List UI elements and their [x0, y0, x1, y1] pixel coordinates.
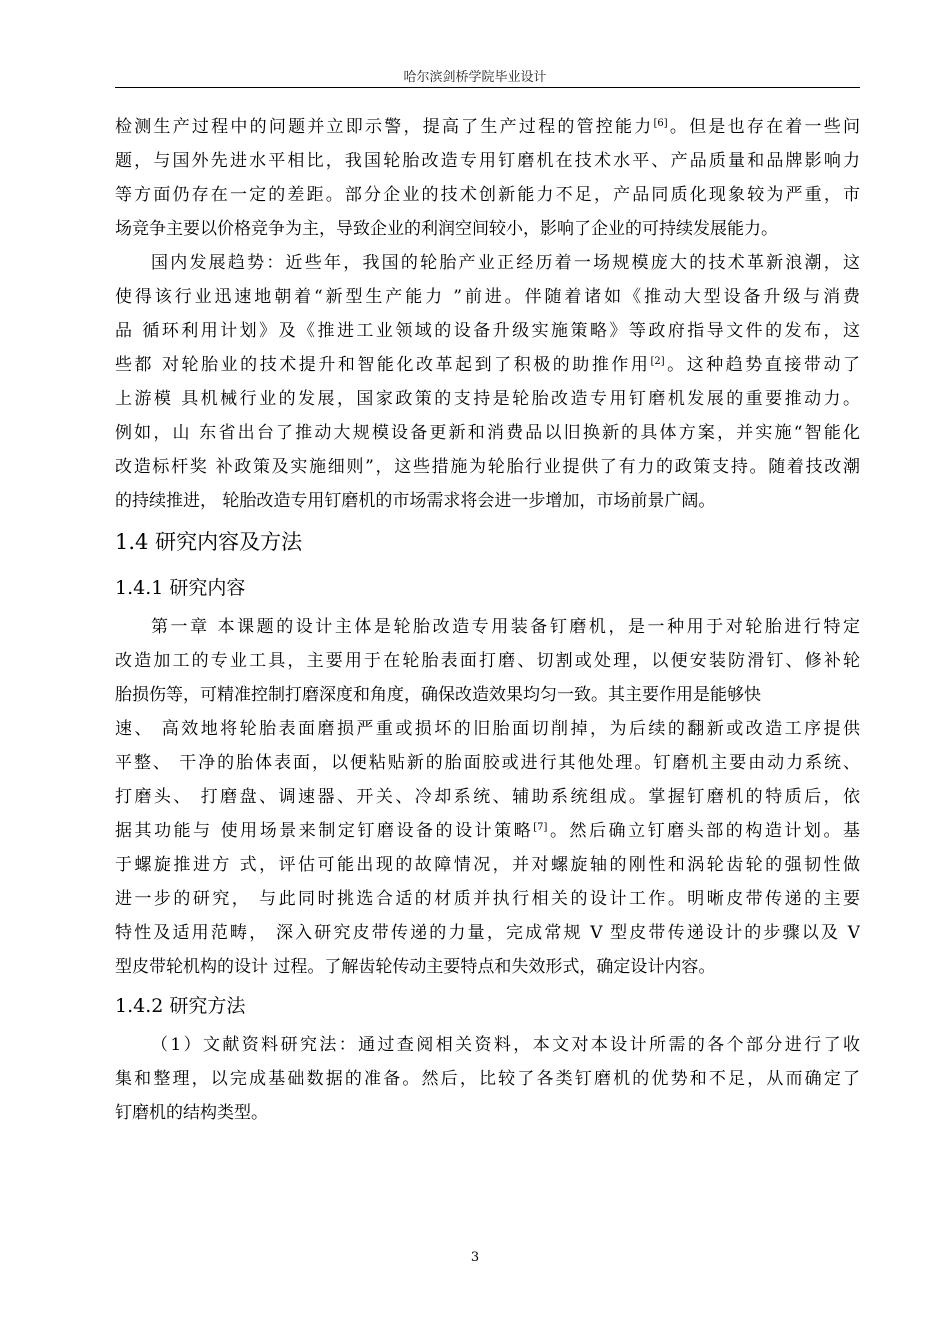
text-line: 平整、 干净的胎体表面，以便粘贴新的胎面胶或进行其他处理。钉磨机主要由动力系统、	[115, 753, 860, 773]
header-title: 哈尔滨剑桥学院毕业设计	[403, 70, 547, 85]
paragraph-3	[115, 610, 860, 984]
section-heading-1-4-1: 1.4.1 研究内容	[115, 577, 246, 599]
header-divider	[115, 87, 860, 88]
text-line: 改造加工的专业工具，主要用于在轮胎表面打磨、切割或处理，以便安装防滑钉、修补轮	[115, 651, 860, 671]
citation-ref: [6]	[653, 118, 668, 129]
page-number: 3	[470, 1250, 480, 1265]
text-line: 些都 对轮胎业的技术提升和智能化改革起到了积极的助推作用[2]。这种趋势直接带动了	[115, 355, 860, 375]
text-line: 等方面仍存在一定的差距。部分企业的技术创新能力不足，产品同质化现象较为严重，市	[115, 185, 860, 205]
text-line: 上游模 具机械行业的发展，国家政策的支持是轮胎改造专用钉磨机发展的重要推动力。	[115, 389, 860, 409]
text-line: 例如，山 东省出台了推动大规模设备更新和消费品以旧换新的具体方案，并实施“智能化	[115, 423, 860, 443]
text-line: 进一步的研究， 与此同时挑选合适的材质并执行相关的设计工作。明晰皮带传递的主要	[115, 889, 860, 909]
text-line: 场竞争主要以价格竞争为主，导致企业的利润空间较小，影响了企业的可持续发展能力。	[115, 219, 778, 239]
text-line: 胎损伤等，可精准控制打磨深度和角度，确保改造效果均匀一致。其主要作用是能够快	[115, 685, 761, 705]
paragraph-4	[115, 1028, 860, 1130]
text-line: 题，与国外先进水平相比，我国轮胎改造专用钉磨机在技术水平、产品质量和品牌影响力	[115, 151, 860, 171]
text-line: 特性及适用范畴， 深入研究皮带传递的力量，完成常规 V 型皮带传递设计的步骤以及 V	[115, 923, 860, 943]
citation-ref: [2]	[650, 356, 665, 367]
text-line: 国内发展趋势：近些年，我国的轮胎产业正经历着一场规模庞大的技术革新浪潮，这	[151, 253, 860, 273]
citation-ref: [7]	[533, 822, 548, 833]
text-line: 据其功能与 使用场景来制定钉磨设备的设计策略[7]。然后确立钉磨头部的构造计划。基	[115, 821, 860, 841]
text-line: 品 循环利用计划》及《推进工业领域的设备升级实施策略》等政府指导文件的发布，这	[115, 321, 860, 341]
text-line: 集和整理，以完成基础数据的准备。然后，比较了各类钉磨机的优势和不足，从而确定了	[115, 1069, 860, 1089]
text-line: 使得该行业迅速地朝着“新型生产能力 ”前进。伴随着诸如《推动大型设备升级与消费	[115, 287, 860, 307]
section-heading-1-4-2: 1.4.2 研究方法	[115, 995, 246, 1017]
paragraph-2	[115, 246, 860, 518]
text-line: 型皮带轮机构的设计 过程。了解齿轮传动主要特点和失效形式，确定设计内容。	[115, 957, 716, 977]
text-line: 速、 高效地将轮胎表面磨损严重或损坏的旧胎面切削掉，为后续的翻新或改造工序提供	[115, 719, 860, 739]
text-line: 打磨头、 打磨盘、调速器、开关、冷却系统、辅助系统组成。掌握钉磨机的特质后，依	[115, 787, 860, 807]
text-line: （1）文献资料研究法：通过查阅相关资料，本文对本设计所需的各个部分进行了收	[151, 1035, 860, 1055]
text-line: 于螺旋推进方 式，评估可能出现的故障情况，并对螺旋轴的刚性和涡轮齿轮的强韧性做	[115, 855, 860, 875]
paragraph-1	[115, 110, 860, 246]
text-line: 检测生产过程中的问题并立即示警，提高了生产过程的管控能力[6]。但是也存在着一些问	[115, 117, 860, 137]
text-line: 的持续推进， 轮胎改造专用钉磨机的市场需求将会进一步增加，市场前景广阔。	[115, 491, 716, 511]
text-line: 改造标杆奖 补政策及实施细则”，这些措施为轮胎行业提供了有力的政策支持。随着技改潮	[115, 457, 860, 477]
document-body	[115, 110, 860, 1130]
text-line: 第一章 本课题的设计主体是轮胎改造专用装备钉磨机，是一种用于对轮胎进行特定	[151, 617, 860, 637]
text-line: 钉磨机的结构类型。	[115, 1103, 268, 1123]
section-heading-1-4: 1.4 研究内容及方法	[115, 530, 303, 554]
